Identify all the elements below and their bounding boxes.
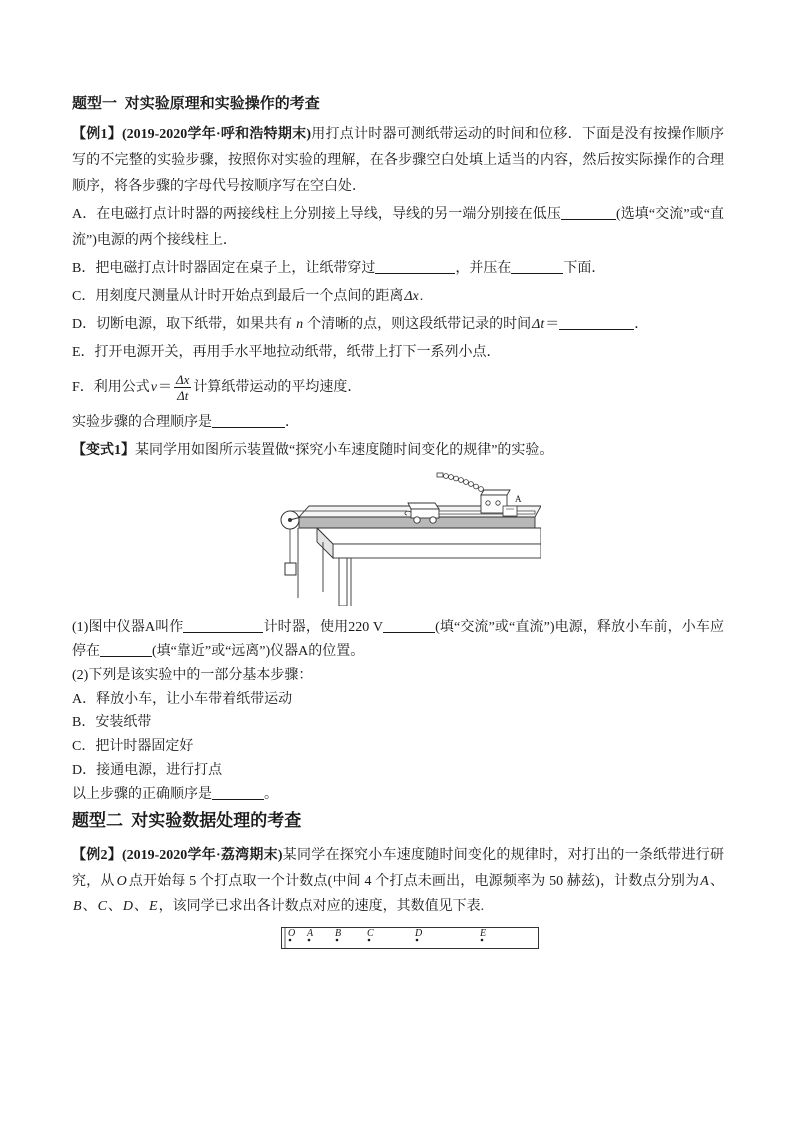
example1-label: 【例1】 bbox=[72, 127, 122, 142]
section-heading-2: 题型二 对实验数据处理的考查 bbox=[72, 811, 302, 831]
example1-order-prompt bbox=[72, 410, 724, 436]
q2-prompt: (2)下列是该实验中的一部分基本步骤： bbox=[72, 668, 313, 683]
example2-source: (2019-2020学年·荔湾期末) bbox=[121, 848, 283, 864]
tape-dot-o bbox=[289, 938, 292, 941]
q2-order-text: 以上步骤的正确顺序是 bbox=[72, 786, 212, 802]
hanging-weight bbox=[285, 563, 296, 575]
q2-order-end: 。 bbox=[264, 786, 278, 802]
q2-step-b: B．安装纸带 bbox=[72, 715, 152, 731]
step-f-fraction bbox=[174, 372, 191, 403]
example1-step-a bbox=[72, 202, 724, 254]
step-c-end: . bbox=[419, 289, 424, 304]
timer-terminal-right bbox=[496, 501, 500, 505]
example2-p3: ，该同学已求出各计数点对应的速度，其数值见下表. bbox=[158, 899, 485, 915]
q1-p4: (填“靠近”或“远离”)仪器A的位置。 bbox=[152, 644, 365, 659]
example1-intro bbox=[72, 122, 724, 200]
order-prompt-blank bbox=[212, 415, 285, 428]
step-f-p2: 计算纸带运动的平均速度． bbox=[193, 380, 362, 395]
timer-label-a: A bbox=[515, 494, 522, 504]
step-f-p1: F．利用公式 bbox=[72, 380, 150, 395]
timer-base bbox=[503, 506, 517, 516]
step-f-eq: ＝ bbox=[158, 380, 173, 395]
example1-step-b bbox=[72, 256, 724, 282]
step-d-p2: 个清晰的点，则这段纸带记录的时间 bbox=[307, 317, 532, 332]
step-d-end: ． bbox=[634, 317, 649, 332]
q2-step-a: A．释放小车，让小车带着纸带运动 bbox=[72, 691, 293, 707]
q2-order-blank bbox=[212, 787, 264, 800]
order-prompt-text: 实验步骤的合理顺序是 bbox=[72, 415, 212, 430]
step-c-variable: Δx bbox=[404, 289, 419, 304]
fraction-numerator: Δx bbox=[176, 372, 190, 388]
cart-wheel-left bbox=[414, 517, 420, 523]
example1-intro-text: 用打点计时器可测纸带运动的时间和位移．下面是没有按操作顺序写的不完整的实验步骤，按照你对实验的理解，在各步骤空白处填上适当的内容，然后按实际操作的合理顺序，将各步骤的字母代号按顺序写在空白处． bbox=[72, 127, 725, 194]
example2-text bbox=[72, 843, 724, 920]
variant1-intro-text: 某同学用如图所示装置做“探究小车速度随时间变化的规律”的实验。 bbox=[135, 443, 554, 458]
tape-label-d: D bbox=[415, 927, 423, 939]
step-b-middle: ，并压在 bbox=[455, 261, 512, 276]
example1-step-c bbox=[72, 284, 724, 310]
q1-blank-2 bbox=[383, 620, 435, 633]
example1-step-e: E．打开电源开关，再用手水平地拉动纸带，纸带上打下一系列小点． bbox=[72, 345, 501, 360]
tape-label-o: O bbox=[288, 927, 296, 939]
step-d-var-n: n bbox=[296, 317, 304, 332]
section-heading-1: 题型一 对实验原理和实验操作的考查 bbox=[72, 96, 320, 112]
example2-p2: 点开始每 5 个打点取一个计数点(中间 4 个打点未画出，电源频率为 50 赫兹)，计数点分别为 bbox=[128, 873, 700, 889]
step-b-blank-1 bbox=[375, 261, 455, 274]
cart-top bbox=[408, 503, 439, 509]
example2-point-e: E bbox=[149, 899, 158, 915]
tape-dot-e bbox=[481, 938, 484, 941]
step-d-p1: D．切断电源，取下纸带，如果共有 bbox=[72, 317, 293, 332]
example2-point-b: B bbox=[73, 899, 82, 915]
example2-label: 【例2】 bbox=[72, 848, 122, 864]
fraction-denominator: Δt bbox=[177, 388, 189, 404]
example1-step-f bbox=[72, 368, 724, 408]
step-d-var-t: Δt bbox=[532, 317, 545, 332]
step-b-after: 下面． bbox=[563, 261, 606, 276]
example2-p1: 某同学在探究小车速度随时间变化的规律时，对打出的一条纸带进行研究，从 bbox=[72, 848, 725, 889]
order-prompt-end: ． bbox=[285, 415, 299, 430]
table-front-face bbox=[333, 544, 541, 558]
example2-point-d: D bbox=[122, 899, 134, 915]
step-b-before: B．把电磁打点计时器固定在桌子上，让纸带穿过 bbox=[72, 261, 376, 276]
example2-point-c: C bbox=[97, 899, 107, 915]
power-plug bbox=[437, 473, 443, 477]
timer-terminal-left bbox=[486, 501, 490, 505]
tape-strip bbox=[282, 927, 539, 948]
example2-point-a: A bbox=[700, 873, 709, 889]
step-b-blank-2 bbox=[511, 261, 563, 274]
example2-var-o: O bbox=[116, 873, 127, 889]
cart-body bbox=[411, 509, 439, 518]
step-d-p3: ＝ bbox=[545, 317, 560, 332]
q1-p1: (1)图中仪器A叫作 bbox=[72, 620, 184, 635]
tape-label-c: C bbox=[367, 927, 374, 939]
q1-blank-1 bbox=[183, 620, 263, 633]
table-top-surface bbox=[317, 528, 541, 544]
apparatus-figure bbox=[277, 470, 541, 606]
example2-sep-2: 、 bbox=[82, 899, 97, 915]
step-c-text: C．用刻度尺测量从计时开始点到最后一个点间的距离 bbox=[72, 289, 404, 304]
page-content bbox=[72, 92, 724, 950]
q1-blank-3 bbox=[100, 644, 152, 657]
variant1-question-1 bbox=[72, 616, 724, 664]
q2-step-d: D．接通电源，进行打点 bbox=[72, 762, 223, 778]
example1-source: (2019-2020学年·呼和浩特期末) bbox=[121, 127, 312, 142]
power-cord-coil bbox=[444, 474, 484, 492]
variant1-question-2 bbox=[72, 664, 724, 806]
tape-dot-b bbox=[336, 938, 339, 941]
step-a-after: (选填“交流”或“直流”)电源的两个接线柱上． bbox=[72, 207, 725, 248]
step-d-blank bbox=[559, 317, 634, 330]
timer-top bbox=[481, 490, 510, 495]
example1-step-d bbox=[72, 312, 724, 338]
q1-p3: (填“交流”或“直流”)电源，释放小车前，小车应停在 bbox=[72, 620, 724, 659]
example2-sep-4: 、 bbox=[134, 899, 149, 915]
q1-p2: 计时器，使用220 V bbox=[263, 620, 384, 635]
paper-tape-figure bbox=[281, 926, 539, 950]
tape-label-e: E bbox=[480, 927, 487, 939]
tape-dot-c bbox=[368, 938, 371, 941]
tape-dot-a bbox=[308, 938, 311, 941]
step-f-var-v: v bbox=[150, 380, 158, 395]
variant1-intro bbox=[72, 438, 724, 464]
q2-order bbox=[72, 783, 724, 807]
step-a-blank bbox=[561, 207, 616, 220]
variant1-label: 【变式1】 bbox=[72, 443, 135, 458]
step-a-before: A．在电磁打点计时器的两接线柱上分别接上导线，导线的另一端分别接在低压 bbox=[72, 207, 561, 222]
tape-dot-d bbox=[416, 938, 419, 941]
tape-label-b: B bbox=[335, 927, 342, 939]
q2-step-c: C．把计时器固定好 bbox=[72, 739, 194, 755]
table-leg-front bbox=[339, 558, 347, 606]
example2-sep-1: 、 bbox=[709, 873, 725, 889]
example2-sep-3: 、 bbox=[107, 899, 122, 915]
tape-label-a: A bbox=[307, 927, 314, 939]
cart-wheel-right bbox=[430, 517, 436, 523]
